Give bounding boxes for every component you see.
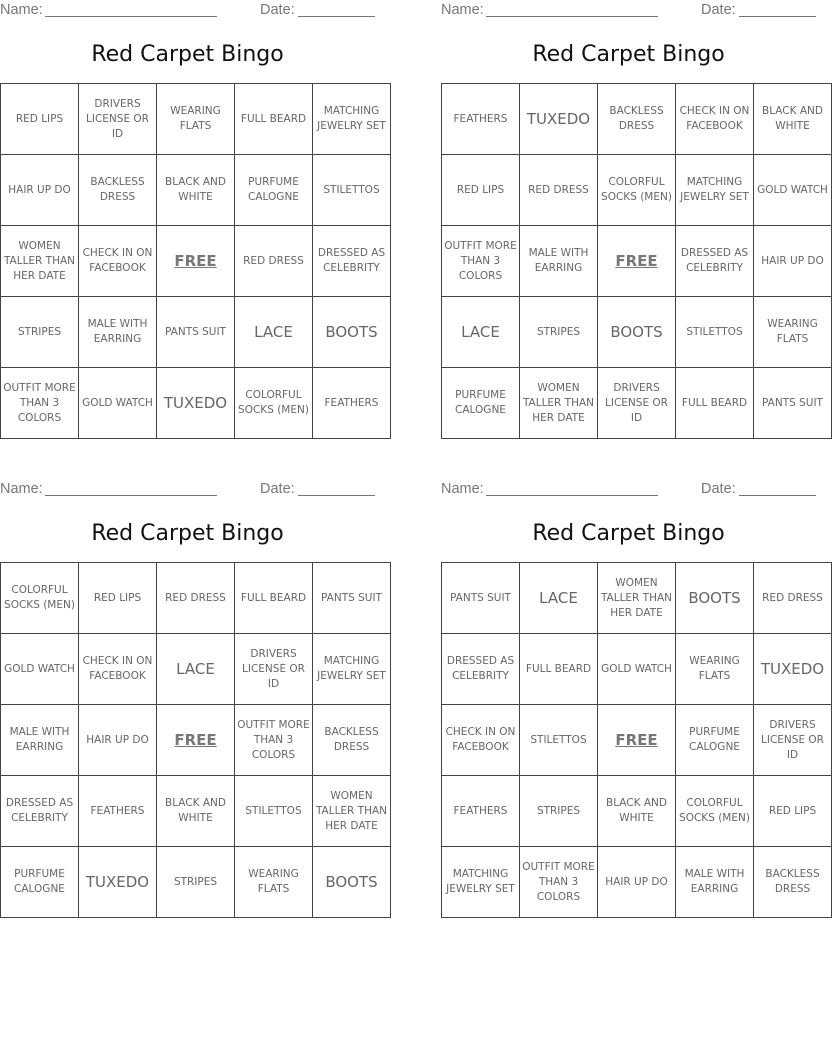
bingo-row xyxy=(1,84,391,155)
bingo-cell[interactable]: RED LIPS xyxy=(79,563,157,634)
bingo-cell[interactable]: PANTS SUIT xyxy=(313,563,391,634)
bingo-cell[interactable]: STRIPES xyxy=(1,297,79,368)
date-label: Date: xyxy=(260,2,295,18)
free-space-cell[interactable]: FREE xyxy=(598,705,676,776)
bingo-cell[interactable]: MALE WITH EARRING xyxy=(1,705,79,776)
bingo-cell[interactable]: MATCHING JEWELRY SET xyxy=(676,155,754,226)
bingo-row xyxy=(442,634,832,705)
bingo-row xyxy=(1,155,391,226)
bingo-cell[interactable]: GOLD WATCH xyxy=(754,155,832,226)
name-field[interactable] xyxy=(45,16,217,17)
bingo-cell[interactable]: BLACK AND WHITE xyxy=(754,84,832,155)
bingo-cell[interactable]: FULL BEARD xyxy=(235,563,313,634)
bingo-cell[interactable]: TUXEDO xyxy=(157,368,235,439)
bingo-cell[interactable]: RED LIPS xyxy=(442,155,520,226)
bingo-cell[interactable]: HAIR UP DO xyxy=(79,705,157,776)
bingo-cell[interactable]: WEARING FLATS xyxy=(235,847,313,918)
bingo-cell[interactable]: TUXEDO xyxy=(520,84,598,155)
bingo-cell[interactable]: PANTS SUIT xyxy=(754,368,832,439)
bingo-cell[interactable]: DRESSED AS CELEBRITY xyxy=(676,226,754,297)
name-label: Name: xyxy=(441,2,484,18)
bingo-row xyxy=(1,634,391,705)
bingo-cell[interactable]: LACE xyxy=(157,634,235,705)
bingo-cell[interactable]: TUXEDO xyxy=(754,634,832,705)
bingo-grid xyxy=(0,83,391,439)
bingo-grid xyxy=(441,83,832,439)
bingo-cell[interactable]: MALE WITH EARRING xyxy=(79,297,157,368)
bingo-cell[interactable]: COLORFUL SOCKS (MEN) xyxy=(235,368,313,439)
bingo-cell[interactable]: DRESSED AS CELEBRITY xyxy=(442,634,520,705)
bingo-row xyxy=(1,776,391,847)
bingo-cell[interactable]: CHECK IN ON FACEBOOK xyxy=(676,84,754,155)
bingo-cell[interactable]: BOOTS xyxy=(313,847,391,918)
bingo-cell[interactable]: WEARING FLATS xyxy=(676,634,754,705)
free-space-cell[interactable]: FREE xyxy=(157,705,235,776)
bingo-row xyxy=(442,705,832,776)
bingo-cell[interactable]: BACKLESS DRESS xyxy=(79,155,157,226)
bingo-cell[interactable]: RED DRESS xyxy=(157,563,235,634)
name-field[interactable] xyxy=(45,495,217,496)
bingo-cell[interactable]: STRIPES xyxy=(520,776,598,847)
bingo-cell[interactable]: OUTFIT MORE THAN 3 COLORS xyxy=(520,847,598,918)
bingo-cell[interactable]: MATCHING JEWELRY SET xyxy=(313,84,391,155)
bingo-cell[interactable]: WOMEN TALLER THAN HER DATE xyxy=(1,226,79,297)
bingo-cell[interactable]: HAIR UP DO xyxy=(754,226,832,297)
bingo-cell[interactable]: DRIVERS LICENSE OR ID xyxy=(235,634,313,705)
bingo-row xyxy=(1,705,391,776)
bingo-cell[interactable]: FEATHERS xyxy=(442,776,520,847)
bingo-cell[interactable]: COLORFUL SOCKS (MEN) xyxy=(1,563,79,634)
card-title: Red Carpet Bingo xyxy=(91,42,284,67)
bingo-cell[interactable]: BOOTS xyxy=(598,297,676,368)
bingo-cell[interactable]: COLORFUL SOCKS (MEN) xyxy=(598,155,676,226)
bingo-row xyxy=(1,297,391,368)
bingo-cell[interactable]: OUTFIT MORE THAN 3 COLORS xyxy=(1,368,79,439)
bingo-cell[interactable]: FULL BEARD xyxy=(235,84,313,155)
bingo-cell[interactable]: OUTFIT MORE THAN 3 COLORS xyxy=(235,705,313,776)
bingo-cell[interactable]: PURFUME CALOGNE xyxy=(235,155,313,226)
bingo-row xyxy=(442,776,832,847)
bingo-cell[interactable]: BLACK AND WHITE xyxy=(598,776,676,847)
card-title: Red Carpet Bingo xyxy=(532,42,725,67)
bingo-cell[interactable]: WOMEN TALLER THAN HER DATE xyxy=(313,776,391,847)
name-field[interactable] xyxy=(486,16,658,17)
bingo-grid xyxy=(0,562,391,918)
bingo-cell[interactable]: STILETTOS xyxy=(313,155,391,226)
bingo-cell[interactable]: CHECK IN ON FACEBOOK xyxy=(79,226,157,297)
name-date-row xyxy=(0,479,375,499)
date-field[interactable] xyxy=(739,495,816,496)
bingo-cell[interactable]: MATCHING JEWELRY SET xyxy=(313,634,391,705)
bingo-cell[interactable]: GOLD WATCH xyxy=(598,634,676,705)
bingo-row xyxy=(1,847,391,918)
name-field[interactable] xyxy=(486,495,658,496)
bingo-cell[interactable]: BOOTS xyxy=(676,563,754,634)
bingo-cell[interactable]: TUXEDO xyxy=(79,847,157,918)
bingo-cell[interactable]: DRIVERS LICENSE OR ID xyxy=(754,705,832,776)
bingo-cell[interactable]: CHECK IN ON FACEBOOK xyxy=(79,634,157,705)
bingo-cell[interactable]: OUTFIT MORE THAN 3 COLORS xyxy=(442,226,520,297)
bingo-cell[interactable]: WEARING FLATS xyxy=(157,84,235,155)
bingo-cell[interactable]: FULL BEARD xyxy=(520,634,598,705)
bingo-cell[interactable]: MALE WITH EARRING xyxy=(676,847,754,918)
bingo-cell[interactable]: DRESSED AS CELEBRITY xyxy=(313,226,391,297)
bingo-cell[interactable]: PANTS SUIT xyxy=(157,297,235,368)
bingo-grid xyxy=(441,562,832,918)
bingo-cell[interactable]: WOMEN TALLER THAN HER DATE xyxy=(598,563,676,634)
bingo-cell[interactable]: DRESSED AS CELEBRITY xyxy=(1,776,79,847)
bingo-cell[interactable]: HAIR UP DO xyxy=(1,155,79,226)
bingo-cell[interactable]: STILETTOS xyxy=(520,705,598,776)
bingo-cell[interactable]: RED LIPS xyxy=(754,776,832,847)
bingo-cell[interactable]: WOMEN TALLER THAN HER DATE xyxy=(520,368,598,439)
bingo-cell[interactable]: BLACK AND WHITE xyxy=(157,155,235,226)
bingo-cell[interactable]: MALE WITH EARRING xyxy=(520,226,598,297)
card-title: Red Carpet Bingo xyxy=(91,521,284,546)
bingo-row xyxy=(442,847,832,918)
date-field[interactable] xyxy=(298,495,375,496)
bingo-cell[interactable]: CHECK IN ON FACEBOOK xyxy=(442,705,520,776)
bingo-row xyxy=(1,368,391,439)
bingo-cell[interactable]: DRIVERS LICENSE OR ID xyxy=(598,368,676,439)
bingo-cell[interactable]: BLACK AND WHITE xyxy=(157,776,235,847)
free-space-cell[interactable]: FREE xyxy=(598,226,676,297)
bingo-cell[interactable]: DRIVERS LICENSE OR ID xyxy=(79,84,157,155)
bingo-row xyxy=(1,563,391,634)
bingo-cell[interactable]: FULL BEARD xyxy=(676,368,754,439)
bingo-cell[interactable]: LACE xyxy=(520,563,598,634)
name-date-row xyxy=(441,479,816,499)
bingo-cell[interactable]: RED DRESS xyxy=(520,155,598,226)
name-date-row xyxy=(441,0,816,20)
bingo-row xyxy=(442,155,832,226)
bingo-cell[interactable]: HAIR UP DO xyxy=(598,847,676,918)
bingo-cell[interactable]: LACE xyxy=(235,297,313,368)
name-label: Name: xyxy=(0,2,43,18)
date-label: Date: xyxy=(701,481,736,497)
bingo-cell[interactable]: BACKLESS DRESS xyxy=(754,847,832,918)
bingo-cell[interactable]: RED DRESS xyxy=(235,226,313,297)
bingo-row xyxy=(442,368,832,439)
date-label: Date: xyxy=(701,2,736,18)
bingo-cell[interactable]: STRIPES xyxy=(520,297,598,368)
bingo-cell[interactable]: GOLD WATCH xyxy=(1,634,79,705)
bingo-row xyxy=(442,84,832,155)
bingo-cell[interactable]: GOLD WATCH xyxy=(79,368,157,439)
bingo-cell[interactable]: BOOTS xyxy=(313,297,391,368)
name-label: Name: xyxy=(441,481,484,497)
bingo-cell[interactable]: STRIPES xyxy=(157,847,235,918)
date-field[interactable] xyxy=(298,16,375,17)
bingo-row xyxy=(1,226,391,297)
bingo-row xyxy=(442,297,832,368)
name-label: Name: xyxy=(0,481,43,497)
date-field[interactable] xyxy=(739,16,816,17)
bingo-cell[interactable]: PANTS SUIT xyxy=(442,563,520,634)
bingo-cell[interactable]: STILETTOS xyxy=(676,297,754,368)
bingo-cell[interactable]: RED DRESS xyxy=(754,563,832,634)
free-space-cell[interactable]: FREE xyxy=(157,226,235,297)
bingo-cell[interactable]: FEATHERS xyxy=(79,776,157,847)
bingo-cell[interactable]: WEARING FLATS xyxy=(754,297,832,368)
name-date-row xyxy=(0,0,375,20)
bingo-cell[interactable]: FEATHERS xyxy=(442,84,520,155)
bingo-cell[interactable]: FEATHERS xyxy=(313,368,391,439)
bingo-cell[interactable]: BACKLESS DRESS xyxy=(313,705,391,776)
card-title: Red Carpet Bingo xyxy=(532,521,725,546)
bingo-cell[interactable]: LACE xyxy=(442,297,520,368)
bingo-cell[interactable]: BACKLESS DRESS xyxy=(598,84,676,155)
bingo-cell[interactable]: MATCHING JEWELRY SET xyxy=(442,847,520,918)
bingo-cell[interactable]: PURFUME CALOGNE xyxy=(1,847,79,918)
date-label: Date: xyxy=(260,481,295,497)
bingo-row xyxy=(442,226,832,297)
bingo-row xyxy=(442,563,832,634)
bingo-cell[interactable]: RED LIPS xyxy=(1,84,79,155)
bingo-cell[interactable]: PURFUME CALOGNE xyxy=(442,368,520,439)
bingo-cell[interactable]: COLORFUL SOCKS (MEN) xyxy=(676,776,754,847)
bingo-cell[interactable]: STILETTOS xyxy=(235,776,313,847)
bingo-cell[interactable]: PURFUME CALOGNE xyxy=(676,705,754,776)
